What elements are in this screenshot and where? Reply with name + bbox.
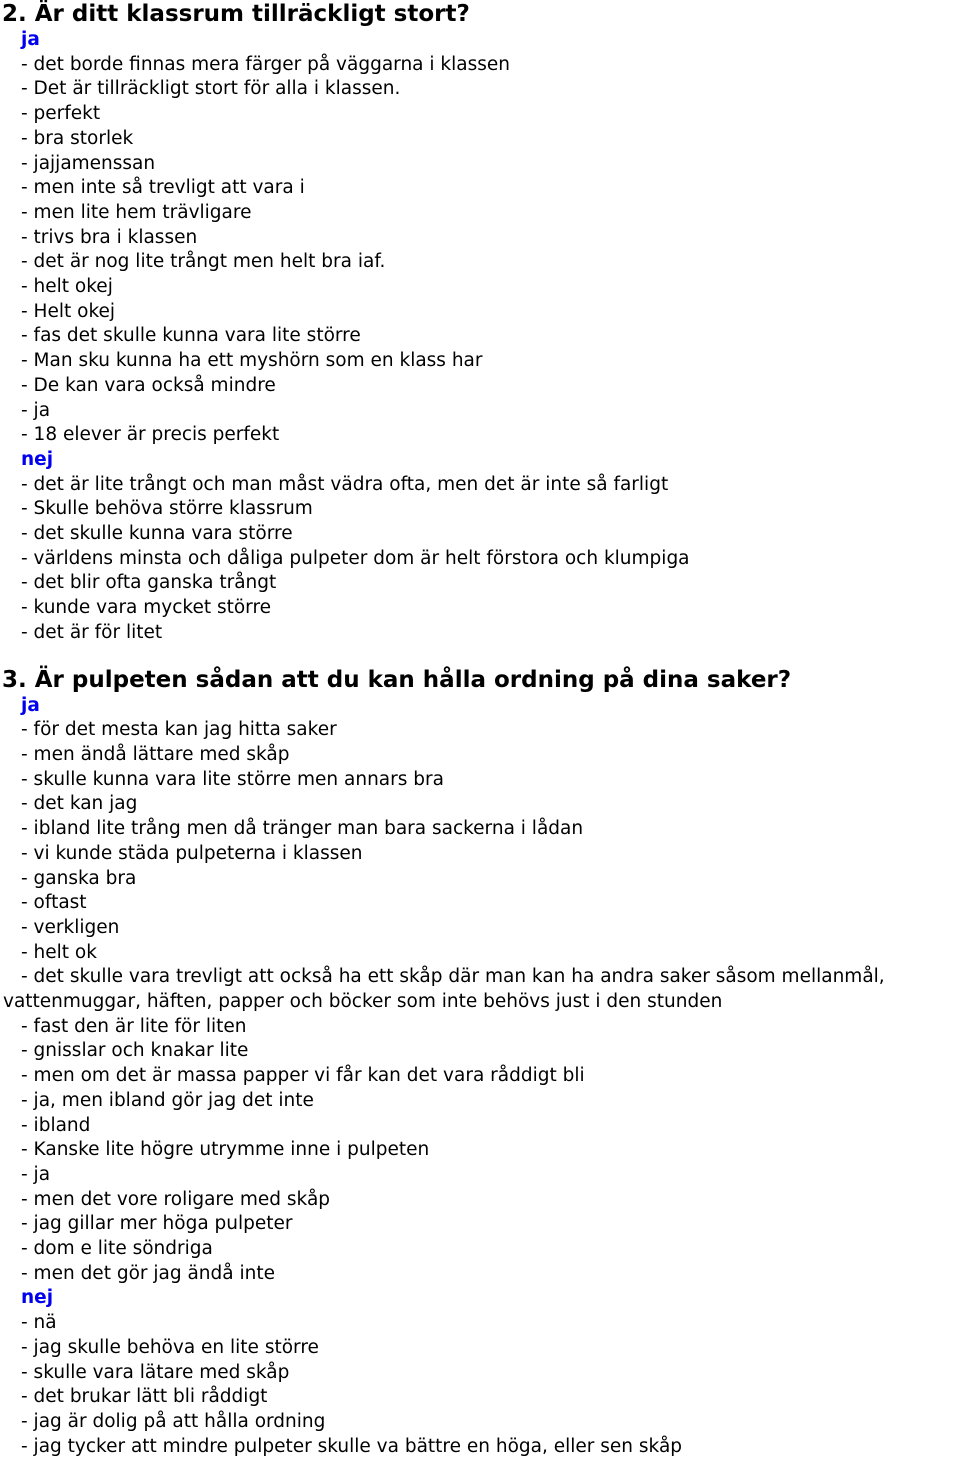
answer-label: ja	[21, 29, 40, 50]
question-heading: 2. Är ditt klassrum tillräckligt stort?	[2, 1, 470, 27]
comment-line: - jag tycker att mindre pulpeter skulle va bättre en höga, eller sen skåp	[21, 1435, 683, 1457]
question-heading: 3. Är pulpeten sådan att du kan hålla ordning på dina saker?	[2, 666, 792, 693]
comment-line: - skulle kunna vara lite större men annars bra	[21, 768, 444, 790]
comment-line: - perfekt	[21, 103, 101, 125]
comment-line: - det skulle kunna vara större	[21, 523, 293, 545]
comment-line: - men det vore roligare med skåp	[21, 1188, 331, 1210]
comment-line: - det är lite trångt och man måst vädra ofta, men det är inte så farligt	[21, 473, 669, 495]
comment-line: - ganska bra	[21, 867, 137, 889]
comment-line: - fas det skulle kunna vara lite större	[21, 325, 361, 347]
comment-line: - jajjamenssan	[21, 152, 156, 174]
comment-line: - Skulle behöva större klassrum	[21, 498, 313, 520]
comment-line: - men lite hem trävligare	[21, 201, 252, 223]
comment-line: - Man sku kunna ha ett myshörn som en klass har	[21, 350, 483, 372]
comment-line: - oftast	[21, 892, 87, 914]
comment-line: - för det mesta kan jag hitta saker	[21, 719, 337, 741]
comment-line: - bra storlek	[21, 127, 134, 149]
comment-line: - Helt okej	[21, 300, 116, 322]
comment-line: - det skulle vara trevligt att också ha ett skåp där man kan ha andra saker såsom mellanmål, vattenmuggar, häften, papper och böcker som inte behövs just i den stunden	[3, 966, 885, 1013]
comment-line: - men det gör jag ändå inte	[21, 1262, 275, 1284]
comment-line: - Det är tillräckligt stort för alla i klassen.	[21, 78, 401, 100]
answer-label: nej	[21, 1287, 54, 1309]
answer-label: nej	[21, 448, 54, 470]
comment-line: - men om det är massa papper vi får kan det vara råddigt bli	[21, 1065, 585, 1087]
comment-line: - 18 elever är precis perfekt	[21, 424, 280, 446]
comment-line: - det kan jag	[21, 793, 138, 815]
comment-line: - helt ok	[21, 941, 97, 963]
question-section	[0, 666, 960, 1460]
comment-line: - trivs bra i klassen	[21, 226, 198, 248]
comment-line: - helt okej	[21, 276, 113, 298]
comment-line: - ja	[21, 1163, 51, 1185]
comment-line: - nä	[21, 1312, 57, 1334]
comment-line: - ibland lite trång men då tränger man bara sackerna i lådan	[21, 818, 584, 840]
comment-line: - det brukar lätt bli råddigt	[21, 1386, 268, 1408]
comment-line: - världens minsta och dåliga pulpeter dom är helt förstora och klumpiga	[21, 547, 690, 569]
comment-line: - gnisslar och knakar lite	[21, 1040, 249, 1062]
comment-line: - jag är dolig på att hålla ordning	[21, 1410, 326, 1432]
comment-line: - skulle vara lätare med skåp	[21, 1361, 290, 1383]
comment-line: - Kanske lite högre utrymme inne i pulpeten	[21, 1139, 430, 1161]
comment-line: - det är nog lite trångt men helt bra iaf.	[21, 251, 386, 273]
comment-line: - dom e lite söndriga	[21, 1238, 213, 1260]
comment-line: - jag gillar mer höga pulpeter	[21, 1213, 293, 1235]
comment-line: - kunde vara mycket större	[21, 597, 272, 619]
comment-line: - men inte så trevligt att vara i	[21, 177, 305, 199]
comment-line: - De kan vara också mindre	[21, 374, 276, 396]
comment-line: - men ändå lättare med skåp	[21, 743, 290, 765]
question-section	[0, 0, 960, 646]
section-spacer	[0, 646, 960, 666]
comment-line: - ja	[21, 399, 51, 421]
comment-line: - fast den är lite för liten	[21, 1015, 247, 1037]
comment-line: - jag skulle behöva en lite större	[21, 1336, 319, 1358]
comment-line: - det är för litet	[21, 621, 163, 643]
comment-line: - det borde finnas mera färger på väggarna i klassen	[21, 53, 510, 75]
comment-line: - det blir ofta ganska trångt	[21, 572, 277, 594]
comment-line: - ja, men ibland gör jag det inte	[21, 1089, 314, 1111]
comment-line: - ibland	[21, 1114, 91, 1136]
comment-line: - verkligen	[21, 916, 120, 938]
comment-line: - vi kunde städa pulpeterna i klassen	[21, 842, 363, 864]
answer-label: ja	[21, 694, 40, 716]
